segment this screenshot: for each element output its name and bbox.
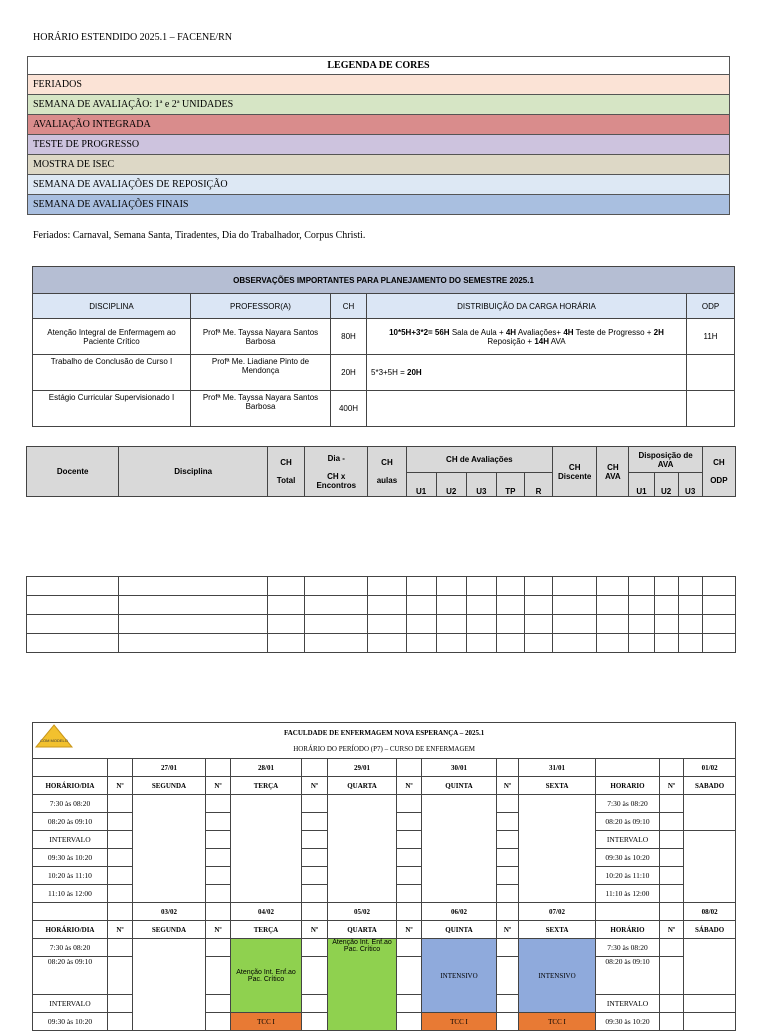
table-row: [33, 391, 735, 427]
legend-item-integrada: AVALIAÇÃO INTEGRADA: [28, 115, 730, 135]
n-header: Nº: [302, 921, 328, 939]
obs-professor: Profª Me. Liadiane Pinto de Mendonça: [191, 355, 331, 391]
school-logo: [34, 723, 74, 749]
obs-professor: Profª Me. Tayssa Nayara Santos Barbosa: [191, 391, 331, 427]
ch-ava-header: CH AVA: [597, 447, 629, 497]
time-slot: INTERVALO: [596, 995, 660, 1013]
obs-ch: 20H: [331, 355, 367, 391]
schedule-table: [32, 722, 736, 1031]
date-cell: 31/01: [519, 759, 596, 777]
tcc-block: TCC I: [519, 1013, 596, 1031]
n-header: Nº: [302, 777, 328, 795]
class-block-terca: Atenção Int. Enf.ao Pac. Crítico: [231, 939, 302, 1013]
day-header: TERÇA: [231, 921, 302, 939]
n-header: Nº: [397, 777, 422, 795]
obs-header-disciplina: DISCIPLINA: [33, 294, 191, 319]
time-slot: 09:30 às 10:20: [596, 849, 660, 867]
time-slot: 09:30 às 10:20: [33, 1013, 108, 1031]
date-cell: 30/01: [422, 759, 497, 777]
table-row: [33, 355, 735, 391]
feriados-note: Feriados: Carnaval, Semana Santa, Tiradentes, Dia do Trabalhador, Corpus Christi.: [33, 230, 366, 241]
time-slot: 09:30 às 10:20: [596, 1013, 660, 1031]
day-header: SÁBADO: [684, 921, 736, 939]
legend-item-progresso: TESTE DE PROGRESSO: [28, 135, 730, 155]
horario-dia-header: HORÁRIO/DIA: [33, 921, 108, 939]
obs-disciplina: Trabalho de Conclusão de Curso I: [33, 355, 191, 391]
disp-u3-header: U3: [678, 473, 702, 497]
obs-ch: 400H: [331, 391, 367, 427]
table-row: [27, 634, 736, 653]
date-cell: 27/01: [133, 759, 206, 777]
time-slot: 7:30 às 08:20: [596, 939, 660, 957]
n-header: Nº: [206, 921, 231, 939]
time-slot: 7:30 às 08:20: [596, 795, 660, 813]
observations-table: [32, 266, 735, 427]
date-cell: 04/02: [231, 903, 302, 921]
dia-ch-header: Dia - CH x Encontros: [305, 447, 368, 497]
day-header: SEGUNDA: [133, 921, 206, 939]
n-header: Nº: [108, 777, 133, 795]
horario-header: HORARIO: [596, 777, 660, 795]
svg-text:COM MODELO: COM MODELO: [40, 738, 68, 743]
legend-item-avaliacao: SEMANA DE AVALIAÇÃO: 1ª e 2ª UNIDADES: [28, 95, 730, 115]
n-header: Nº: [660, 777, 684, 795]
docente-header: Docente: [27, 447, 119, 497]
day-header: SABADO: [684, 777, 736, 795]
legend-header: LEGENDA DE CORES: [28, 57, 730, 75]
date-cell: 05/02: [328, 903, 397, 921]
time-slot: 08:20 às 09:10: [33, 957, 108, 995]
obs-odp: [687, 355, 735, 391]
n-header: Nº: [497, 921, 519, 939]
obs-odp: 11H: [687, 319, 735, 355]
time-slot: INTERVALO: [33, 995, 108, 1013]
ch-total-header: CH Total: [267, 447, 304, 497]
n-header: Nº: [397, 921, 422, 939]
time-slot: 10:20 às 11:10: [596, 867, 660, 885]
disposicao-header: Disposição de AVA: [629, 447, 702, 473]
disp-u1-header: U1: [629, 473, 654, 497]
day-header: QUINTA: [422, 921, 497, 939]
n-header: Nº: [497, 777, 519, 795]
u2-header: U2: [436, 473, 466, 497]
table-row: [33, 319, 735, 355]
obs-odp: [687, 391, 735, 427]
intensivo-block: INTENSIVO: [422, 939, 497, 1013]
ch-odp-header: CH ODP: [702, 447, 735, 497]
document-title: HORÁRIO ESTENDIDO 2025.1 – FACENE/RN: [33, 32, 232, 43]
horario-header: HORÁRIO: [596, 921, 660, 939]
obs-disciplina: Atenção Integral de Enfermagem ao Paciente Crítico: [33, 319, 191, 355]
tcc-block: TCC I: [231, 1013, 302, 1031]
table-row: [27, 596, 736, 615]
time-slot: 7:30 às 08:20: [33, 939, 108, 957]
disciplina-header: Disciplina: [119, 447, 268, 497]
day-header: QUINTA: [422, 777, 497, 795]
obs-disciplina: Estágio Curricular Supervisionado I: [33, 391, 191, 427]
tp-header: TP: [496, 473, 524, 497]
day-header: SEGUNDA: [133, 777, 206, 795]
day-header: TERÇA: [231, 777, 302, 795]
disp-u2-header: U2: [654, 473, 678, 497]
r-header: R: [524, 473, 552, 497]
date-cell: 03/02: [133, 903, 206, 921]
day-header: QUARTA: [328, 921, 397, 939]
time-slot: 08:20 às 09:10: [596, 957, 660, 995]
obs-ch: 80H: [331, 319, 367, 355]
obs-title: OBSERVAÇÕES IMPORTANTES PARA PLANEJAMENTO DO SEMESTRE 2025.1: [33, 267, 735, 294]
obs-header-ch: CH: [331, 294, 367, 319]
legend-item-isec: MOSTRA DE ISEC: [28, 155, 730, 175]
obs-distribuicao: 10*5H+3*2= 56H Sala de Aula + 4H Avaliações+ 4H Teste de Progresso + 2H Reposição + 14H AVA: [367, 319, 687, 355]
day-header: SEXTA: [519, 921, 596, 939]
legend-item-finais: SEMANA DE AVALIAÇÕES FINAIS: [28, 195, 730, 215]
day-header: SEXTA: [519, 777, 596, 795]
time-slot: 11:10 às 12:00: [596, 885, 660, 903]
n-header: Nº: [108, 921, 133, 939]
legend-item-reposicao: SEMANA DE AVALIAÇÕES DE REPOSIÇÃO: [28, 175, 730, 195]
legend-item-feriados: FERIADOS: [28, 75, 730, 95]
time-slot: INTERVALO: [596, 831, 660, 849]
date-cell: 01/02: [684, 759, 736, 777]
n-header: Nº: [660, 921, 684, 939]
n-header: Nº: [206, 777, 231, 795]
date-cell: 06/02: [422, 903, 497, 921]
time-slot: 09:30 às 10:20: [33, 849, 108, 867]
horario-dia-header: HORÁRIO/DIA: [33, 777, 108, 795]
time-slot: 7:30 às 08:20: [33, 795, 108, 813]
color-legend: [27, 56, 730, 215]
u1-header: U1: [406, 473, 436, 497]
table-row: [27, 577, 736, 596]
date-cell: 29/01: [328, 759, 397, 777]
intensivo-block: INTENSIVO: [519, 939, 596, 1013]
ch-avaliacoes-header: CH de Avaliações: [406, 447, 553, 473]
day-header: QUARTA: [328, 777, 397, 795]
time-slot: 08:20 às 09:10: [596, 813, 660, 831]
obs-distribuicao: [367, 391, 687, 427]
obs-header-professor: PROFESSOR(A): [191, 294, 331, 319]
date-cell: 07/02: [519, 903, 596, 921]
school-name: FACULDADE DE ENFERMAGEM NOVA ESPERANÇA – 2025.1: [33, 723, 736, 741]
docente-table: [26, 446, 736, 497]
u3-header: U3: [466, 473, 496, 497]
docente-empty-rows: [26, 576, 736, 653]
time-slot: INTERVALO: [33, 831, 108, 849]
class-block-quarta: Atenção Int. Enf.ao Pac. Crítico: [328, 939, 397, 1031]
obs-professor: Profª Me. Tayssa Nayara Santos Barbosa: [191, 319, 331, 355]
schedule-subtitle: HORÁRIO DO PERÍODO (P7) – CURSO DE ENFERMAGEM: [33, 741, 736, 759]
time-slot: 08:20 às 09:10: [33, 813, 108, 831]
obs-header-distribuicao: DISTRIBUIÇÃO DA CARGA HORÁRIA: [367, 294, 687, 319]
ch-aulas-header: CH aulas: [368, 447, 406, 497]
obs-distribuicao: 5*3+5H = 20H: [367, 355, 687, 391]
date-cell: 28/01: [231, 759, 302, 777]
ch-discente-header: CH Discente: [553, 447, 597, 497]
time-slot: 11:10 às 12:00: [33, 885, 108, 903]
tcc-block: TCC I: [422, 1013, 497, 1031]
table-row: [27, 615, 736, 634]
obs-header-odp: ODP: [687, 294, 735, 319]
date-cell: 08/02: [684, 903, 736, 921]
time-slot: 10:20 às 11:10: [33, 867, 108, 885]
